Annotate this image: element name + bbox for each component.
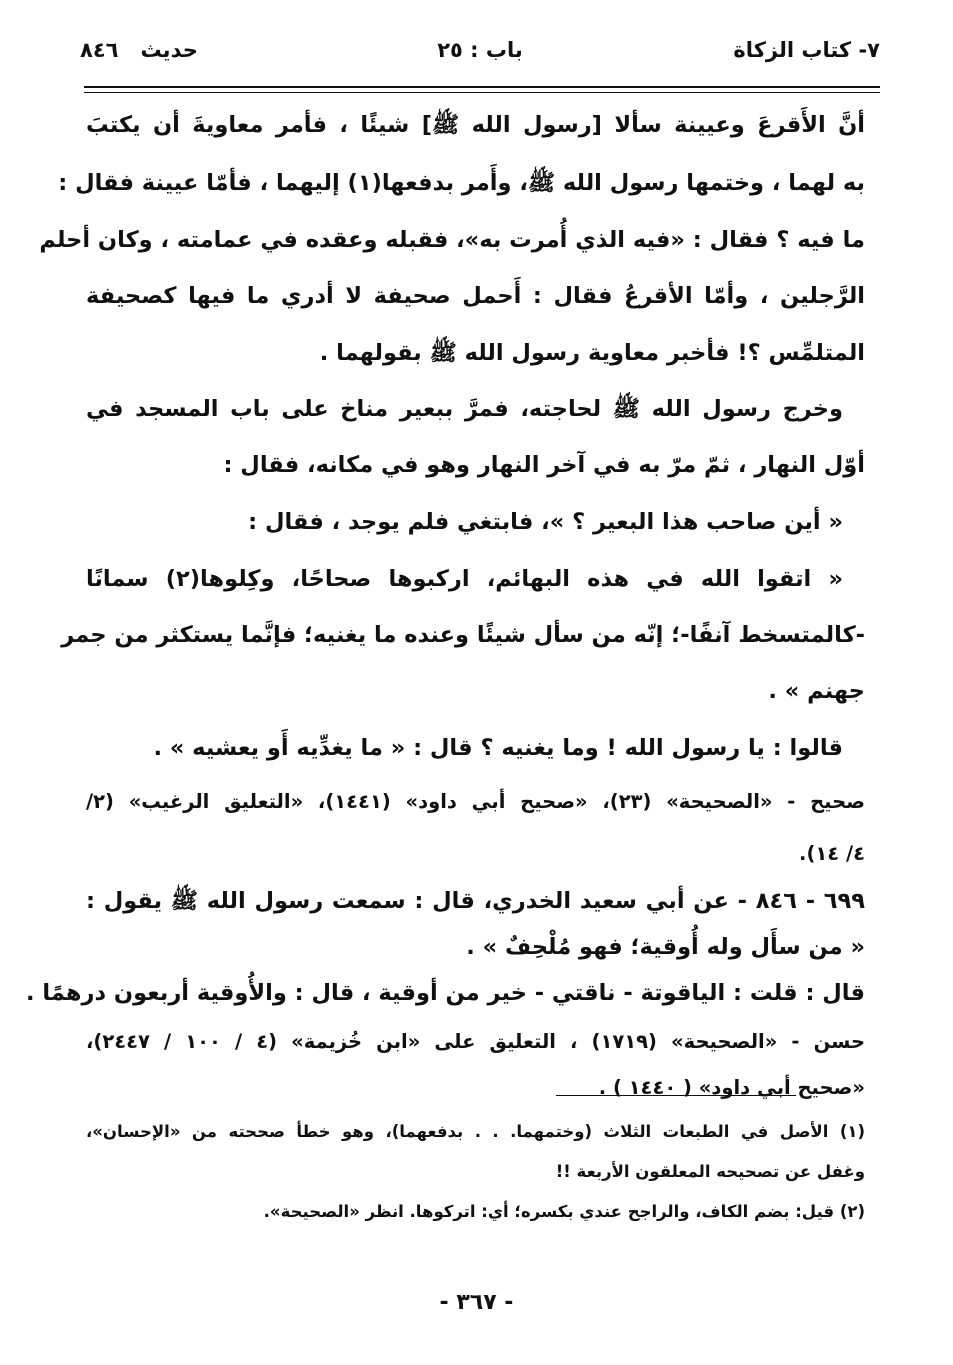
text-line: أنَّ الأَقرعَ وعيينة سألا [رسول الله ﷺ] شيئًا ، فأمر معاويةَ أن يكتبَ <box>86 112 865 138</box>
text-line: به لهما ، وختمها رسول الله ﷺ، وأَمر بدفعها(١) إليهما ، فأمّا عيينة فقال : <box>58 170 865 196</box>
text-line: « أين صاحب هذا البعير ؟ »، فابتغي فلم يوجد ، فقال : <box>248 509 843 535</box>
grading-line: ٤/ ١٤). <box>799 842 865 865</box>
bab-number: باب : ٢٥ <box>437 38 523 62</box>
hadith-reference <box>80 38 198 62</box>
footnote-line: (٢) قيل: بضم الكاف، والراجح عندي بكسره؛ أي: اتركوها. انظر «الصحيحة». <box>263 1202 865 1221</box>
text-line: وخرج رسول الله ﷺ لحاجته، فمرَّ ببعير مناخ على باب المسجد في <box>86 396 843 422</box>
grading-line: «صحيح أبي داود» ( ١٤٤٠ ) . <box>598 1076 865 1099</box>
text-line: الرَّجلين ، وأمّا الأقرعُ فقال : أَحمل صحيفة لا أدري ما فيها كصحيفة <box>86 283 865 309</box>
page-number: - ٣٦٧ - <box>439 1290 514 1315</box>
header-rule-thick <box>84 86 880 88</box>
hadith-number: ٨٤٦ <box>80 38 119 62</box>
text-line: -كالمتسخط آنفًا-؛ إنّه من سأل شيئًا وعنده ما يغنيه؛ فإنَّما يستكثر من جمر <box>61 622 865 648</box>
hadith-line: « من سأَل وله أُوقية؛ فهو مُلْحِفٌ » . <box>466 934 865 960</box>
hadith-line: ٦٩٩ - ٨٤٦ - عن أبي سعيد الخدري، قال : سمعت رسول الله ﷺ يقول : <box>86 888 865 914</box>
chapter-title: ٧- كتاب الزكاة <box>733 38 880 62</box>
text-line: المتلمِّس ؟! فأخبر معاوية رسول الله ﷺ بقولهما . <box>319 340 865 366</box>
footnote-line: وغفل عن تصحيحه المعلقون الأربعة !! <box>555 1162 865 1181</box>
footnote-separator <box>556 1095 796 1096</box>
footnote-line: (١) الأصل في الطبعات الثلاث (وختمهما. . . بدفعهما)، وهو خطأ صححته من «الإحسان»، <box>86 1122 865 1141</box>
grading-line: صحيح - «الصحيحة» (٢٣)، «صحيح أبي داود» (١٤٤١)، «التعليق الرغيب» (٢/ <box>86 790 866 813</box>
text-line: أوّل النهار ، ثمّ مرّ به في آخر النهار وهو في مكانه، فقال : <box>223 452 865 478</box>
hadith-label: حديث <box>140 38 198 62</box>
hadith-line: قال : قلت : الياقوتة - ناقتي - خير من أوقية ، قال : والأُوقية أربعون درهمًا . <box>26 980 865 1006</box>
header-rule-thin <box>84 92 880 93</box>
text-line: ما فيه ؟ فقال : «فيه الذي أُمرت به»، فقبله وعقده في عمامته ، وكان أحلم <box>39 227 865 253</box>
grading-line: حسن - «الصحيحة» (١٧١٩) ، التعليق على «ابن خُزيمة» (٤ / ١٠٠ / ٢٤٤٧)، <box>86 1030 866 1053</box>
text-line: قالوا : يا رسول الله ! وما يغنيه ؟ قال : « ما يغدِّيه أَو يعشيه » . <box>153 735 843 761</box>
running-header <box>80 38 880 78</box>
text-line: « اتقوا الله في هذه البهائم، اركبوها صحاحًا، وكِلوها(٢) سمانًا <box>86 566 843 592</box>
text-line: جهنم » . <box>768 678 865 704</box>
